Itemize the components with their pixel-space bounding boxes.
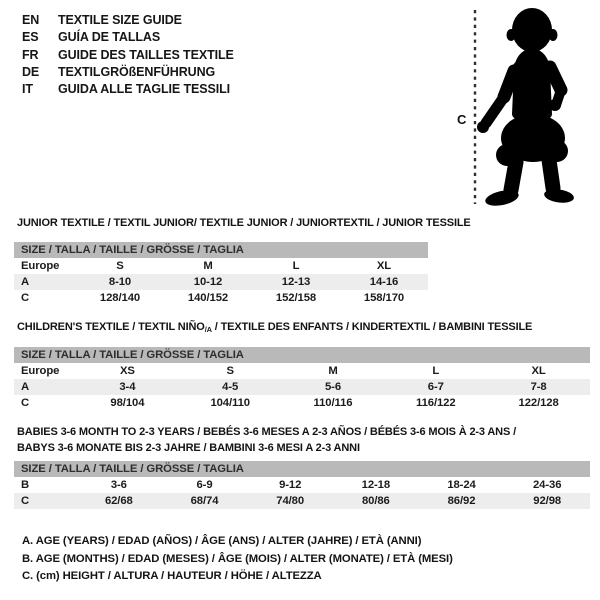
row-label: Europe: [21, 260, 60, 272]
height-cell: 110/116: [313, 397, 353, 409]
guide-title-de: TEXTILGRÖßENFÜHRUNG: [58, 64, 216, 79]
babies-size-table: [14, 461, 590, 509]
size-cell: S: [226, 365, 234, 377]
size-cell: XS: [119, 365, 135, 377]
children-title-pre: CHILDREN'S TEXTILE / TEXTIL NIÑO: [17, 321, 205, 333]
guide-title-en: TEXTILE SIZE GUIDE: [58, 13, 182, 27]
size-cell: S: [116, 260, 124, 272]
height-cell: 158/170: [363, 292, 405, 304]
size-header-row: SIZE / TALLA / TAILLE / GRÖSSE / TAGLIA: [14, 242, 428, 258]
age-cell: 6-7: [427, 381, 444, 393]
row-label: Europe: [21, 365, 60, 377]
row-label: A: [21, 381, 30, 393]
table-row-age: [14, 274, 428, 290]
age-cell: 12-13: [281, 276, 311, 288]
row-label: B: [21, 479, 30, 491]
age-cell: 3-6: [110, 479, 127, 491]
children-table-title: [17, 321, 532, 334]
height-cell: 86/92: [447, 495, 476, 507]
junior-size-table: [14, 242, 428, 306]
language-code: DE: [22, 64, 40, 79]
language-row-de: [22, 64, 234, 81]
height-cell: 122/128: [518, 397, 559, 409]
height-cell: 68/74: [190, 495, 219, 507]
table-row-europe: [14, 363, 590, 379]
legend-note-age-months: B. AGE (MONTHS) / EDAD (MESES) / ÂGE (MOIS) / ALTER (MONATE) / ETÀ (MESI): [22, 552, 453, 565]
height-cell: 80/86: [361, 495, 390, 507]
language-code: EN: [22, 13, 40, 27]
age-cell: 6-9: [196, 479, 213, 491]
height-cell: 92/98: [533, 495, 562, 507]
row-label: A: [21, 276, 30, 288]
age-cell: 14-16: [369, 276, 399, 288]
table-row-height: [14, 290, 428, 306]
junior-table-title: JUNIOR TEXTILE / TEXTIL JUNIOR/ TEXTILE JUNIOR / JUNIORTEXTIL / JUNIOR TESSILE: [17, 217, 471, 229]
size-header-row: SIZE / TALLA / TAILLE / GRÖSSE / TAGLIA: [14, 347, 590, 363]
size-cell: L: [432, 365, 440, 377]
age-cell: 7-8: [530, 381, 547, 393]
language-code: ES: [22, 30, 39, 45]
legend-note-age-years: A. AGE (YEARS) / EDAD (AÑOS) / ÂGE (ANS) / ALTER (JAHRE) / ETÀ (ANNI): [22, 535, 422, 547]
legend-note-height: C. (cm) HEIGHT / ALTURA / HAUTEUR / HÖHE / ALTEZZA: [22, 570, 322, 582]
height-cell: 128/140: [99, 292, 141, 304]
height-cell: 104/110: [210, 397, 250, 409]
table-row-age: [14, 379, 590, 395]
age-cell: 8-10: [108, 276, 132, 288]
table-row-height: [14, 395, 590, 411]
babies-table-title: [17, 424, 537, 456]
age-cell: 24-36: [532, 479, 562, 491]
age-cell: 3-4: [119, 381, 136, 393]
language-row-it: [22, 81, 234, 98]
height-cell: 116/122: [416, 397, 456, 409]
language-row-fr: [22, 47, 234, 64]
language-code: FR: [22, 47, 39, 62]
babies-title-line1: BABIES 3-6 MONTH TO 2-3 YEARS / BEBÉS 3-6 MESES A 2-3 AÑOS / BÉBÉS 3-6 MOIS À 2-3 ANS /: [17, 426, 516, 438]
size-cell: M: [203, 260, 213, 272]
height-cell: 152/158: [275, 292, 317, 304]
height-cell: 62/68: [104, 495, 133, 507]
height-cell: 98/104: [110, 397, 145, 409]
children-size-table: [14, 347, 590, 411]
guide-title-it: GUIDA ALLE TAGLIE TESSILI: [58, 82, 231, 97]
size-cell: M: [328, 365, 338, 377]
size-cell: XL: [376, 260, 392, 272]
row-label: C: [21, 292, 30, 304]
table-row-height: [14, 493, 590, 509]
height-cell: 140/152: [187, 292, 229, 304]
table-row-europe: [14, 258, 428, 274]
age-cell: 4-5: [222, 381, 239, 393]
size-cell: XL: [531, 365, 546, 377]
height-figure: [455, 4, 595, 210]
height-label: C: [457, 112, 467, 127]
size-header-row: SIZE / TALLA / TAILLE / GRÖSSE / TAGLIA: [14, 461, 590, 477]
size-cell: L: [292, 260, 300, 272]
language-row-en: [22, 12, 234, 29]
age-cell: 5-6: [324, 381, 341, 393]
age-cell: 9-12: [279, 479, 302, 491]
age-cell: 12-18: [361, 479, 391, 491]
children-title-post: / TEXTILE DES ENFANTS / KINDERTEXTIL / BAMBINI TESSILE: [211, 321, 533, 333]
age-cell: 18-24: [447, 479, 476, 491]
guide-title-fr: GUIDE DES TAILLES TEXTILE: [58, 47, 234, 62]
legend-notes: [22, 533, 453, 586]
row-label: C: [21, 495, 30, 507]
language-title-list: [22, 12, 234, 98]
table-row-age-months: [14, 477, 590, 493]
row-label: C: [21, 397, 30, 409]
language-code: IT: [22, 82, 33, 97]
language-row-es: [22, 29, 234, 46]
height-figure-graphic: [455, 4, 595, 210]
height-cell: 74/80: [276, 495, 305, 507]
babies-title-line2: BABYS 3-6 MONATE BIS 2-3 JAHRE / BAMBINI 3-6 MESI A 2-3 ANNI: [17, 442, 360, 454]
age-cell: 10-12: [193, 276, 223, 288]
children-title-sub: /A: [204, 325, 212, 334]
guide-title-es: GUÍA DE TALLAS: [58, 30, 161, 45]
toddler-silhouette-icon: [477, 8, 575, 208]
